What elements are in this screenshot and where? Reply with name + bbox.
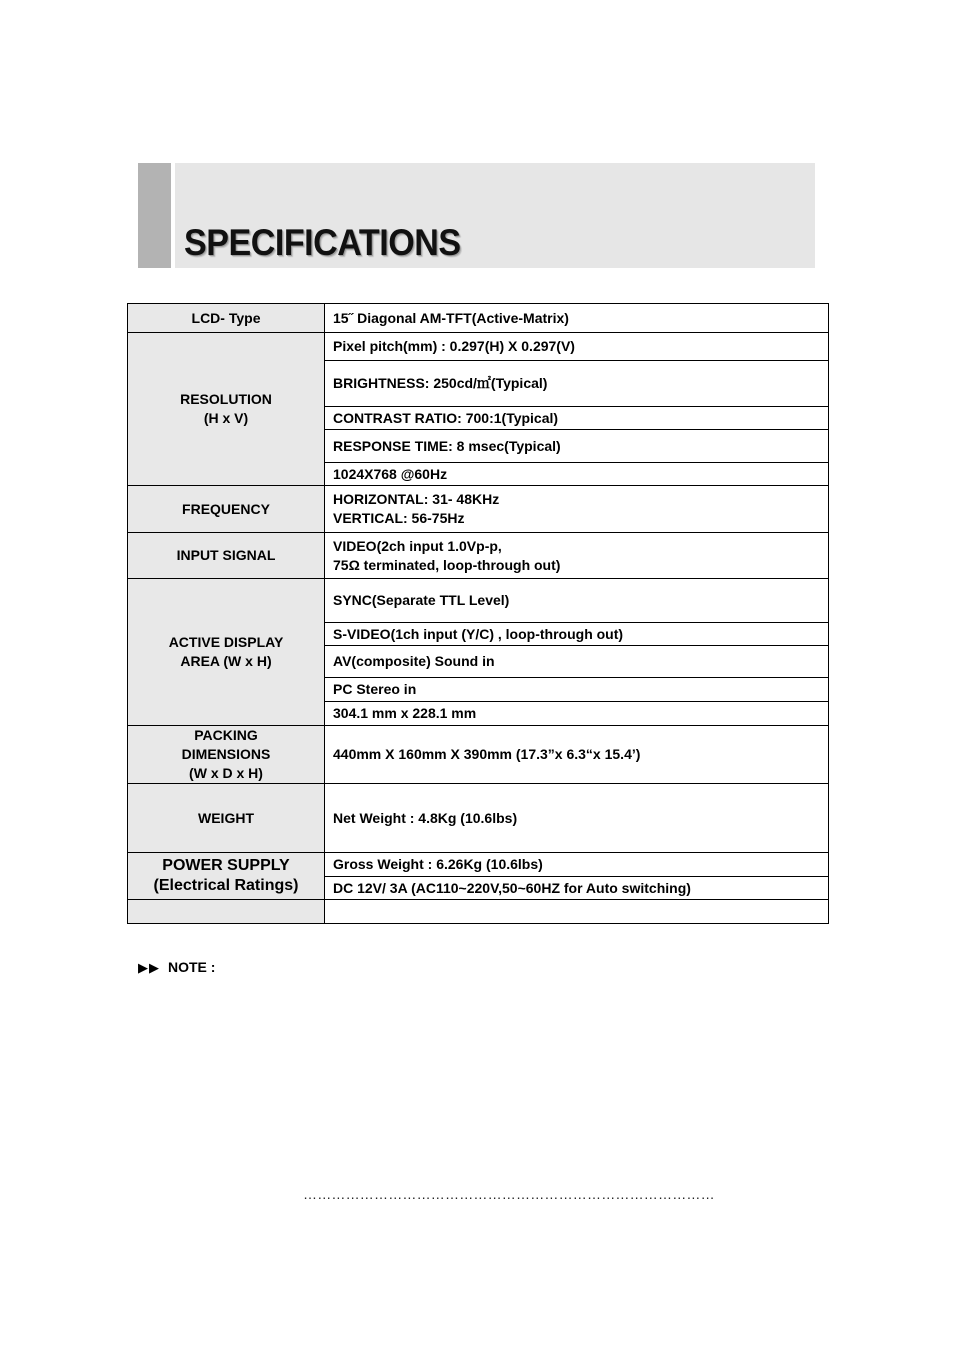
resolution-value: 1024X768 @60Hz xyxy=(324,462,829,486)
net-weight-value: Net Weight : 4.8Kg (10.6lbs) xyxy=(324,783,829,853)
s-video-value: S-VIDEO(1ch input (Y/C) , loop-through out) xyxy=(324,622,829,646)
contrast-ratio-value: CONTRAST RATIO: 700:1(Typical) xyxy=(324,406,829,430)
power-supply-label: POWER SUPPLY (Electrical Ratings) xyxy=(127,852,325,900)
response-time-value: RESPONSE TIME: 8 msec(Typical) xyxy=(324,429,829,463)
empty-value-cell xyxy=(324,899,829,924)
brightness-value: BRIGHTNESS: 250cd/㎡(Typical) xyxy=(324,360,829,407)
banner-accent-bar xyxy=(138,163,171,268)
weight-label: WEIGHT xyxy=(127,783,325,853)
pc-stereo-value: PC Stereo in xyxy=(324,677,829,702)
display-area-value: 304.1 mm x 228.1 mm xyxy=(324,701,829,726)
sync-value: SYNC(Separate TTL Level) xyxy=(324,578,829,623)
banner-divider xyxy=(171,163,175,268)
frequency-value: HORIZONTAL: 31- 48KHz VERTICAL: 56-75Hz xyxy=(324,485,829,533)
av-sound-value: AV(composite) Sound in xyxy=(324,645,829,678)
input-signal-value: VIDEO(2ch input 1.0Vp-p, 75Ω terminated, loop-through out) xyxy=(324,532,829,579)
lcd-type-label: LCD- Type xyxy=(127,303,325,333)
power-rating-value: DC 12V/ 3A (AC110~220V,50~60HZ for Auto switching) xyxy=(324,876,829,900)
packing-dimensions-value: 440mm X 160mm X 390mm (17.3”x 6.3“x 15.4’) xyxy=(324,725,829,784)
resolution-label: RESOLUTION (H x V) xyxy=(127,332,325,486)
note-label: NOTE : xyxy=(168,959,216,975)
dotted-leader: …………………………………………………………………………… xyxy=(303,1186,715,1202)
double-arrow-icon: ▶▶ xyxy=(138,960,160,975)
input-signal-label: INPUT SIGNAL xyxy=(127,532,325,579)
gross-weight-value: Gross Weight : 6.26Kg (10.6lbs) xyxy=(324,852,829,877)
title-banner xyxy=(138,163,815,268)
lcd-type-value: 15˝ Diagonal AM-TFT(Active-Matrix) xyxy=(324,303,829,333)
empty-label-cell xyxy=(127,899,325,924)
page-title: SPECIFICATIONS xyxy=(184,222,461,263)
frequency-label: FREQUENCY xyxy=(127,485,325,533)
active-display-label: ACTIVE DISPLAY AREA (W x H) xyxy=(127,578,325,726)
pixel-pitch-value: Pixel pitch(mm) : 0.297(H) X 0.297(V) xyxy=(324,332,829,361)
note-heading xyxy=(138,958,215,977)
packing-dimensions-label: PACKING DIMENSIONS (W x D x H) xyxy=(127,725,325,784)
